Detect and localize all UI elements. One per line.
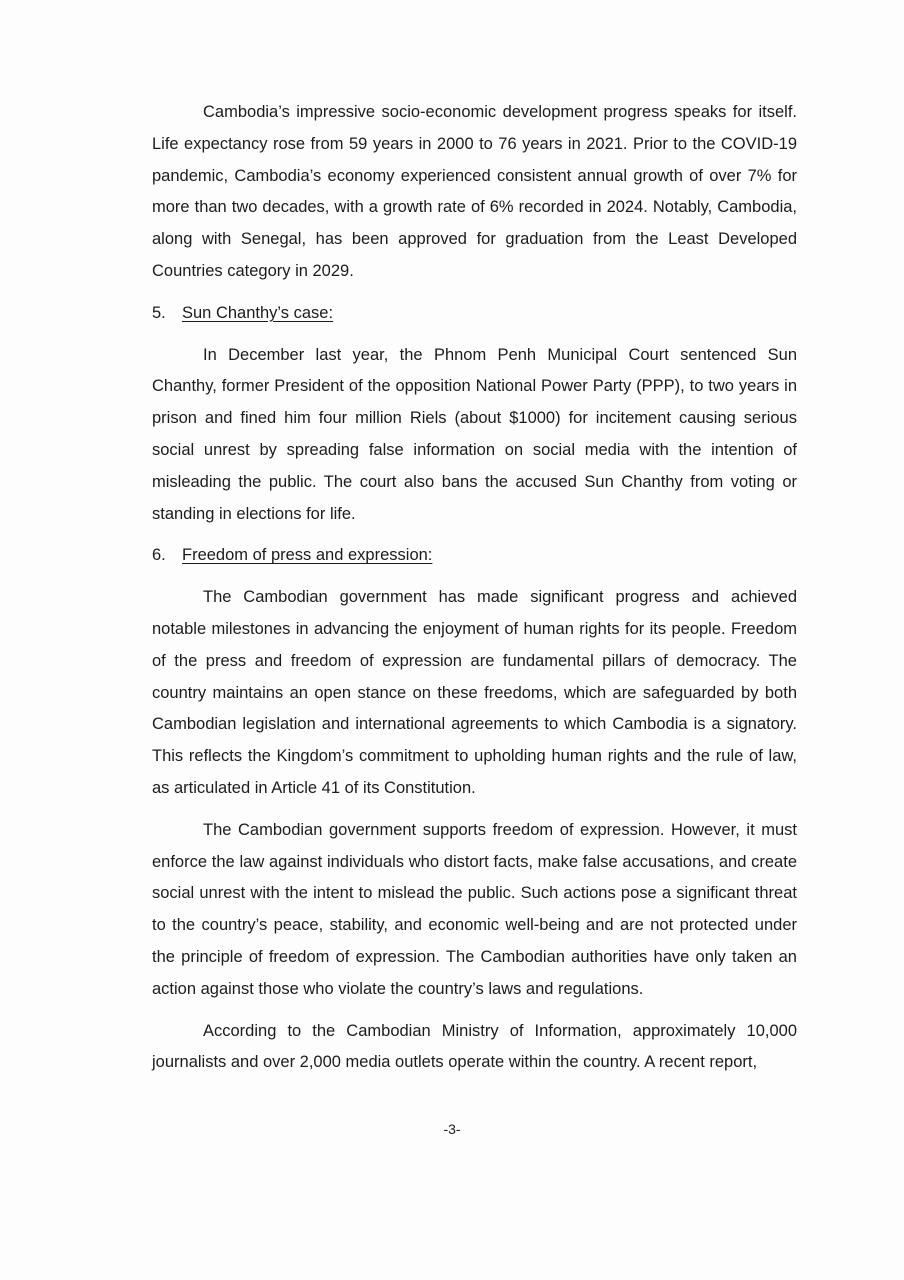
paragraph-gap [152, 330, 797, 340]
section-number: 5. [152, 303, 166, 322]
paragraph-gap [152, 288, 797, 298]
section-title: Sun Chanthy’s case: [182, 303, 334, 322]
section-number: 6. [152, 546, 166, 565]
section-heading-5 [152, 298, 797, 330]
paragraph-gap [152, 572, 797, 582]
section-heading-6 [152, 540, 797, 572]
paragraph-ministry-information: According to the Cambodian Ministry of Information, approximately 10,000 journalists and over 2,000 media outlets operate within the country. A recent report, [152, 1021, 797, 1072]
paragraph-gap [152, 530, 797, 540]
paragraph-freedom-progress: The Cambodian government has made significant progress and achieved notable milestones in advancing the enjoyment of human rights for its people. Freedom of the press and freedom of expression are fundamental pillars of democracy. The country maintains an open stance on these freedoms, which are safeguarded by both Cambodian legislation and international agreements to which Cambodia is a signatory. This reflects the Kingdom’s commitment to upholding human rights and the rule of law, as articulated in Article 41 of its Constitution. [152, 588, 797, 797]
document-body [152, 97, 797, 1079]
paragraph-gap [152, 1006, 797, 1016]
paragraph-development-progress: Cambodia’s impressive socio-economic development progress speaks for itself. Life expectancy rose from 59 years in 2000 to 76 years in 2021. Prior to the COVID-19 pandemic, Cambodia’s economy experienced consistent annual growth of over 7% for more than two decades, with a growth rate of 6% recorded in 2024. Notably, Cambodia, along with Senegal, has been approved for graduation from the Least Developed Countries category in 2029. [152, 103, 797, 280]
paragraph-gap [152, 805, 797, 815]
section-title: Freedom of press and expression: [182, 546, 433, 565]
paragraph-sun-chanthy-case: In December last year, the Phnom Penh Municipal Court sentenced Sun Chanthy, former President of the opposition National Power Party (PPP), to two years in prison and fined him four million Riels (about $1000) for incitement causing serious social unrest by spreading false information on social media with the intention of misleading the public. The court also bans the accused Sun Chanthy from voting or standing in elections for life. [152, 345, 797, 523]
page-number: -3- [443, 1121, 461, 1137]
paragraph-government-supports-expression: The Cambodian government supports freedom of expression. However, it must enforce the law against individuals who distort facts, make false accusations, and create social unrest with the intent to mislead the public. Such actions pose a significant threat to the country’s peace, stability, and economic well-being and are not protected under the principle of freedom of expression. The Cambodian authorities have only taken an action against those who violate the country’s laws and regulations. [152, 820, 797, 998]
